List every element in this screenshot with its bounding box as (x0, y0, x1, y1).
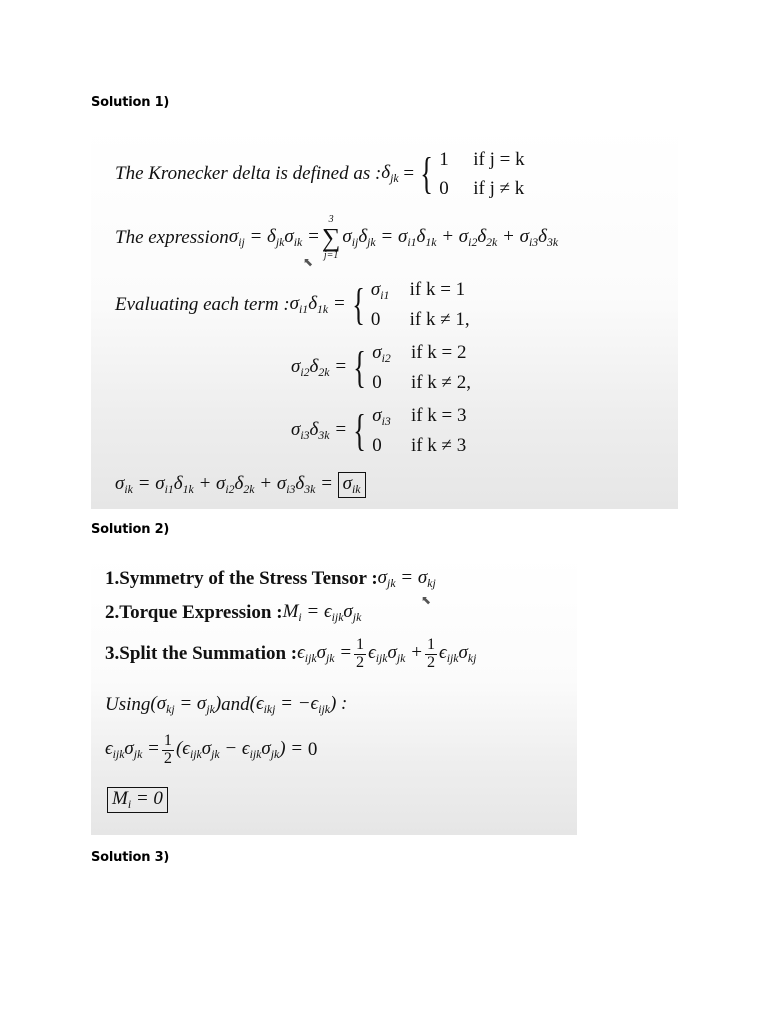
split-summation-line: 3.Split the Summation : $\epsilon_{ijk}\sigma_{jk}$ = $\frac{1}{2}$ $\epsilon_{ijk}\sigma_{jk}$ + $\frac{1}{2}$ $\epsilon_{ijk}\sigma_{kj}$ (105, 636, 477, 671)
solution-1-result: $\sigma_{ik} = \sigma_{i1}\delta_{1k} + \sigma_{i2}\delta_{2k} + \sigma_{i3}\delta_{3k}$ = $\sigma_{ik}$ (115, 472, 366, 498)
summation-operator: 3 ∑ j=1 (321, 214, 341, 261)
torque-line: 2.Torque Expression : $M_i = \epsilon_{ijk}\sigma_{jk}$ (105, 601, 362, 625)
heading-solution-2: Solution 2) (91, 522, 170, 537)
mouse-cursor-icon: ⬉ (303, 255, 314, 269)
evaluating-term-2: $\sigma_{i2}\delta_{2k}$ = { $\sigma_{i2}$ if k = 2 0 if k ≠ 2 , (291, 342, 471, 394)
expression-sum: The expression $\sigma_{ij} = \delta_{jk}\sigma_{ik}$ = 3 ∑ j=1 $\sigma_{ij}\delta_{jk} = \sigma_{i1}\delta_{1k} + \sigma_{i2}\delta_{2k} + \sigma_{i3}\delta_{3k}$ (115, 214, 559, 261)
heading-solution-1: Solution 1) (91, 95, 170, 110)
result-derivation-line: $\epsilon_{ijk}\sigma_{jk}$ = $\frac{1}{2}$ $(\epsilon_{ijk}\sigma_{jk} - \epsilon_{ijk}\sigma_{jk})$ = 0 (105, 732, 318, 767)
solution-2-equations-image (91, 555, 577, 835)
kronecker-definition: The Kronecker delta is defined as : $\delta_{jk}$ = { 1 if j = k 0 if j ≠ k (115, 145, 525, 204)
evaluating-term-3: $\sigma_{i3}\delta_{3k}$ = { $\sigma_{i3}$ if k = 3 0 if k ≠ 3 (291, 405, 467, 457)
solution-2-result (107, 787, 168, 813)
mouse-cursor-icon: ⬉ (421, 593, 432, 607)
symmetry-line: 1.Symmetry of the Stress Tensor : $\sigma_{jk} = \sigma_{kj}$ (105, 567, 436, 591)
heading-solution-3: Solution 3) (91, 850, 170, 865)
using-line: Using $(\sigma_{kj} = \sigma_{jk})$ and $(\epsilon_{ikj} = -\epsilon_{ijk})$ : (105, 693, 348, 717)
kronecker-cases: { 1 if j = k 0 if j ≠ k (420, 149, 525, 200)
evaluating-term-1: Evaluating each term : $\sigma_{i1}\delta_{1k}$ = { $\sigma_{i1}$ if k = 1 0 if k ≠ 1 , (115, 279, 470, 331)
solution-1-equations-image (91, 125, 678, 509)
boxed-result: $M_i = 0$ (107, 787, 168, 813)
boxed-result: $\sigma_{ik}$ (338, 472, 366, 498)
